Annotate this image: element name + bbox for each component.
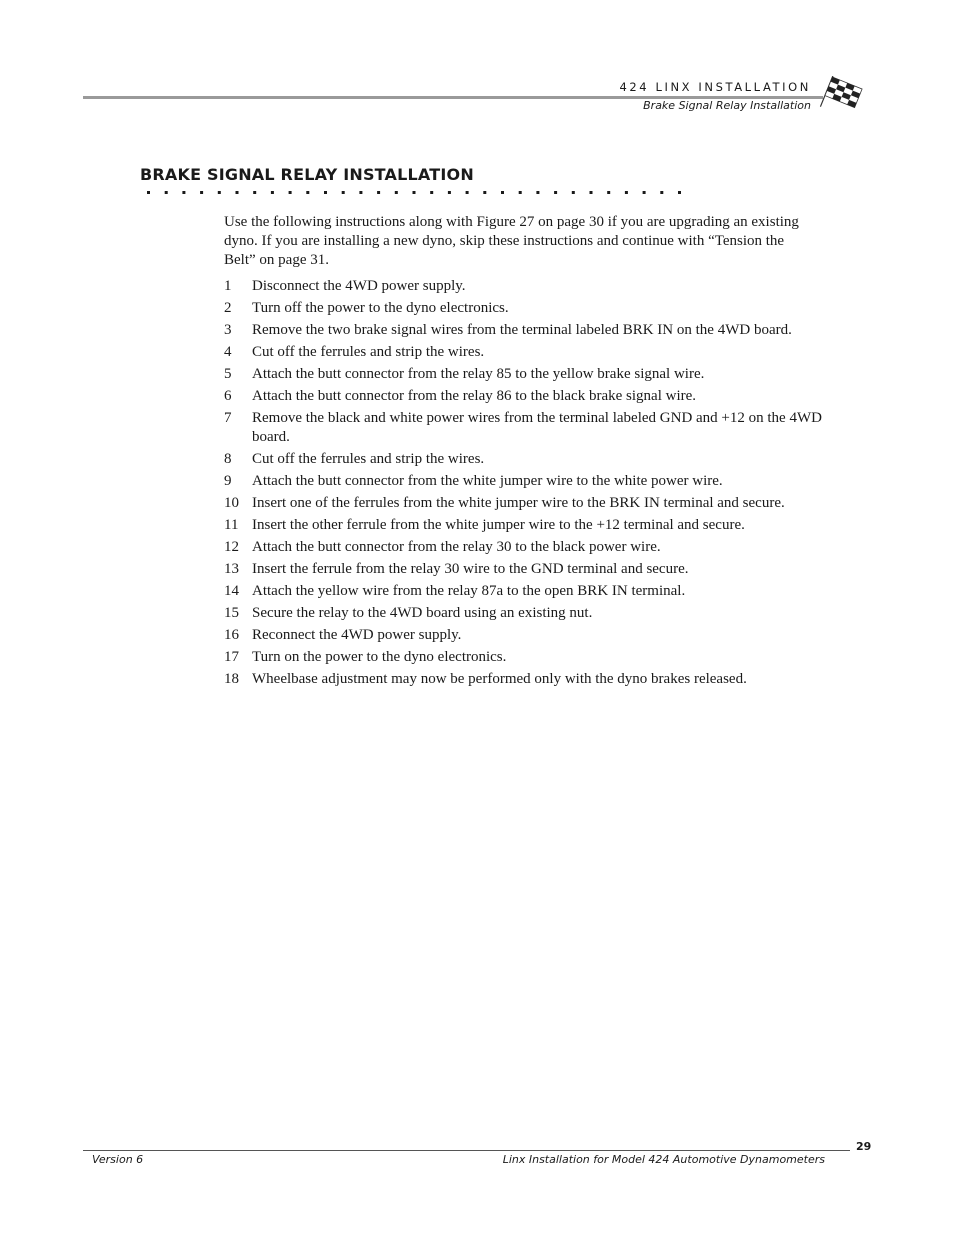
checkered-flag-icon bbox=[818, 76, 866, 116]
section-title: BRAKE SIGNAL RELAY INSTALLATION bbox=[140, 165, 474, 184]
divider-dot bbox=[253, 191, 256, 194]
step-text: Attach the yellow wire from the relay 87a to the open BRK IN terminal. bbox=[252, 583, 686, 599]
divider-dot bbox=[165, 191, 168, 194]
step-number: 14 bbox=[224, 583, 239, 599]
divider-dot bbox=[324, 191, 327, 194]
divider-dot bbox=[448, 191, 451, 194]
step-text: Secure the relay to the 4WD board using an existing nut. bbox=[252, 605, 593, 621]
step-text: Wheelbase adjustment may now be performed only with the dyno brakes released. bbox=[252, 671, 747, 687]
step-number: 15 bbox=[224, 605, 239, 621]
divider-dot bbox=[342, 191, 345, 194]
step-text: Turn on the power to the dyno electronics. bbox=[252, 649, 507, 665]
divider-dot bbox=[554, 191, 557, 194]
divider-dot bbox=[413, 191, 416, 194]
divider-dot bbox=[625, 191, 628, 194]
divider-dot bbox=[218, 191, 221, 194]
step-text: Insert the other ferrule from the white jumper wire to the +12 terminal and secure. bbox=[252, 517, 745, 533]
divider-dot bbox=[306, 191, 309, 194]
step-number: 17 bbox=[224, 649, 239, 665]
list-item bbox=[224, 450, 824, 469]
header-subtitle: Brake Signal Relay Installation bbox=[643, 99, 811, 112]
divider-dot bbox=[236, 191, 239, 194]
divider-dot bbox=[377, 191, 380, 194]
step-text: Remove the black and white power wires from the terminal labeled GND and +12 on the 4WD board. bbox=[252, 410, 822, 445]
step-number: 7 bbox=[224, 410, 232, 426]
list-item bbox=[224, 582, 824, 601]
divider-dot bbox=[678, 191, 681, 194]
footer-document-title: Linx Installation for Model 424 Automotive Dynamometers bbox=[502, 1153, 825, 1166]
step-number: 3 bbox=[224, 322, 232, 338]
step-text: Attach the butt connector from the white jumper wire to the white power wire. bbox=[252, 473, 723, 489]
list-item bbox=[224, 321, 824, 340]
step-number: 8 bbox=[224, 451, 232, 467]
step-text: Insert one of the ferrules from the white jumper wire to the BRK IN terminal and secure. bbox=[252, 495, 785, 511]
divider-dot bbox=[483, 191, 486, 194]
divider-dot bbox=[466, 191, 469, 194]
divider-dot bbox=[147, 191, 150, 194]
step-text: Attach the butt connector from the relay 86 to the black brake signal wire. bbox=[252, 388, 697, 404]
list-item bbox=[224, 670, 824, 689]
divider-dot bbox=[536, 191, 539, 194]
list-item bbox=[224, 494, 824, 513]
divider-dot bbox=[200, 191, 203, 194]
list-item bbox=[224, 409, 824, 447]
list-item bbox=[224, 299, 824, 318]
step-text: Reconnect the 4WD power supply. bbox=[252, 627, 462, 643]
dotted-divider bbox=[147, 190, 687, 196]
divider-dot bbox=[572, 191, 575, 194]
list-item bbox=[224, 560, 824, 579]
footer-rule bbox=[83, 1150, 850, 1151]
divider-dot bbox=[501, 191, 504, 194]
step-number: 6 bbox=[224, 388, 232, 404]
divider-dot bbox=[271, 191, 274, 194]
divider-dot bbox=[660, 191, 663, 194]
step-number: 4 bbox=[224, 344, 232, 360]
step-text: Disconnect the 4WD power supply. bbox=[252, 278, 466, 294]
divider-dot bbox=[519, 191, 522, 194]
step-number: 16 bbox=[224, 627, 239, 643]
list-item bbox=[224, 365, 824, 384]
step-text: Cut off the ferrules and strip the wires. bbox=[252, 451, 485, 467]
list-item bbox=[224, 472, 824, 491]
step-number: 2 bbox=[224, 300, 232, 316]
divider-dot bbox=[395, 191, 398, 194]
page-number: 29 bbox=[856, 1140, 872, 1153]
step-text: Attach the butt connector from the relay 85 to the yellow brake signal wire. bbox=[252, 366, 705, 382]
step-number: 10 bbox=[224, 495, 239, 511]
step-text: Attach the butt connector from the relay 30 to the black power wire. bbox=[252, 539, 661, 555]
divider-dot bbox=[430, 191, 433, 194]
divider-dot bbox=[182, 191, 185, 194]
divider-dot bbox=[643, 191, 646, 194]
list-item bbox=[224, 343, 824, 362]
steps-list bbox=[224, 277, 824, 692]
list-item bbox=[224, 516, 824, 535]
step-text: Remove the two brake signal wires from the terminal labeled BRK IN on the 4WD board. bbox=[252, 322, 792, 338]
list-item bbox=[224, 538, 824, 557]
step-number: 1 bbox=[224, 278, 232, 294]
list-item bbox=[224, 277, 824, 296]
footer-version: Version 6 bbox=[92, 1153, 144, 1166]
step-number: 11 bbox=[224, 517, 239, 533]
step-text: Insert the ferrule from the relay 30 wire to the GND terminal and secure. bbox=[252, 561, 689, 577]
divider-dot bbox=[359, 191, 362, 194]
step-text: Cut off the ferrules and strip the wires. bbox=[252, 344, 485, 360]
divider-dot bbox=[289, 191, 292, 194]
divider-dot bbox=[590, 191, 593, 194]
step-number: 9 bbox=[224, 473, 232, 489]
divider-dot bbox=[607, 191, 610, 194]
step-number: 13 bbox=[224, 561, 239, 577]
step-number: 12 bbox=[224, 539, 239, 555]
list-item bbox=[224, 604, 824, 623]
list-item bbox=[224, 626, 824, 645]
intro-paragraph: Use the following instructions along with Figure 27 on page 30 if you are upgrading an existing dyno. If you are installing a new dyno, skip these instructions and continue with “Tension the Belt” on page 31. bbox=[224, 214, 799, 268]
step-number: 5 bbox=[224, 366, 232, 382]
step-number: 18 bbox=[224, 671, 239, 687]
header-title: 424 LINX INSTALLATION bbox=[619, 80, 811, 94]
step-text: Turn off the power to the dyno electronics. bbox=[252, 300, 509, 316]
list-item bbox=[224, 648, 824, 667]
list-item bbox=[224, 387, 824, 406]
